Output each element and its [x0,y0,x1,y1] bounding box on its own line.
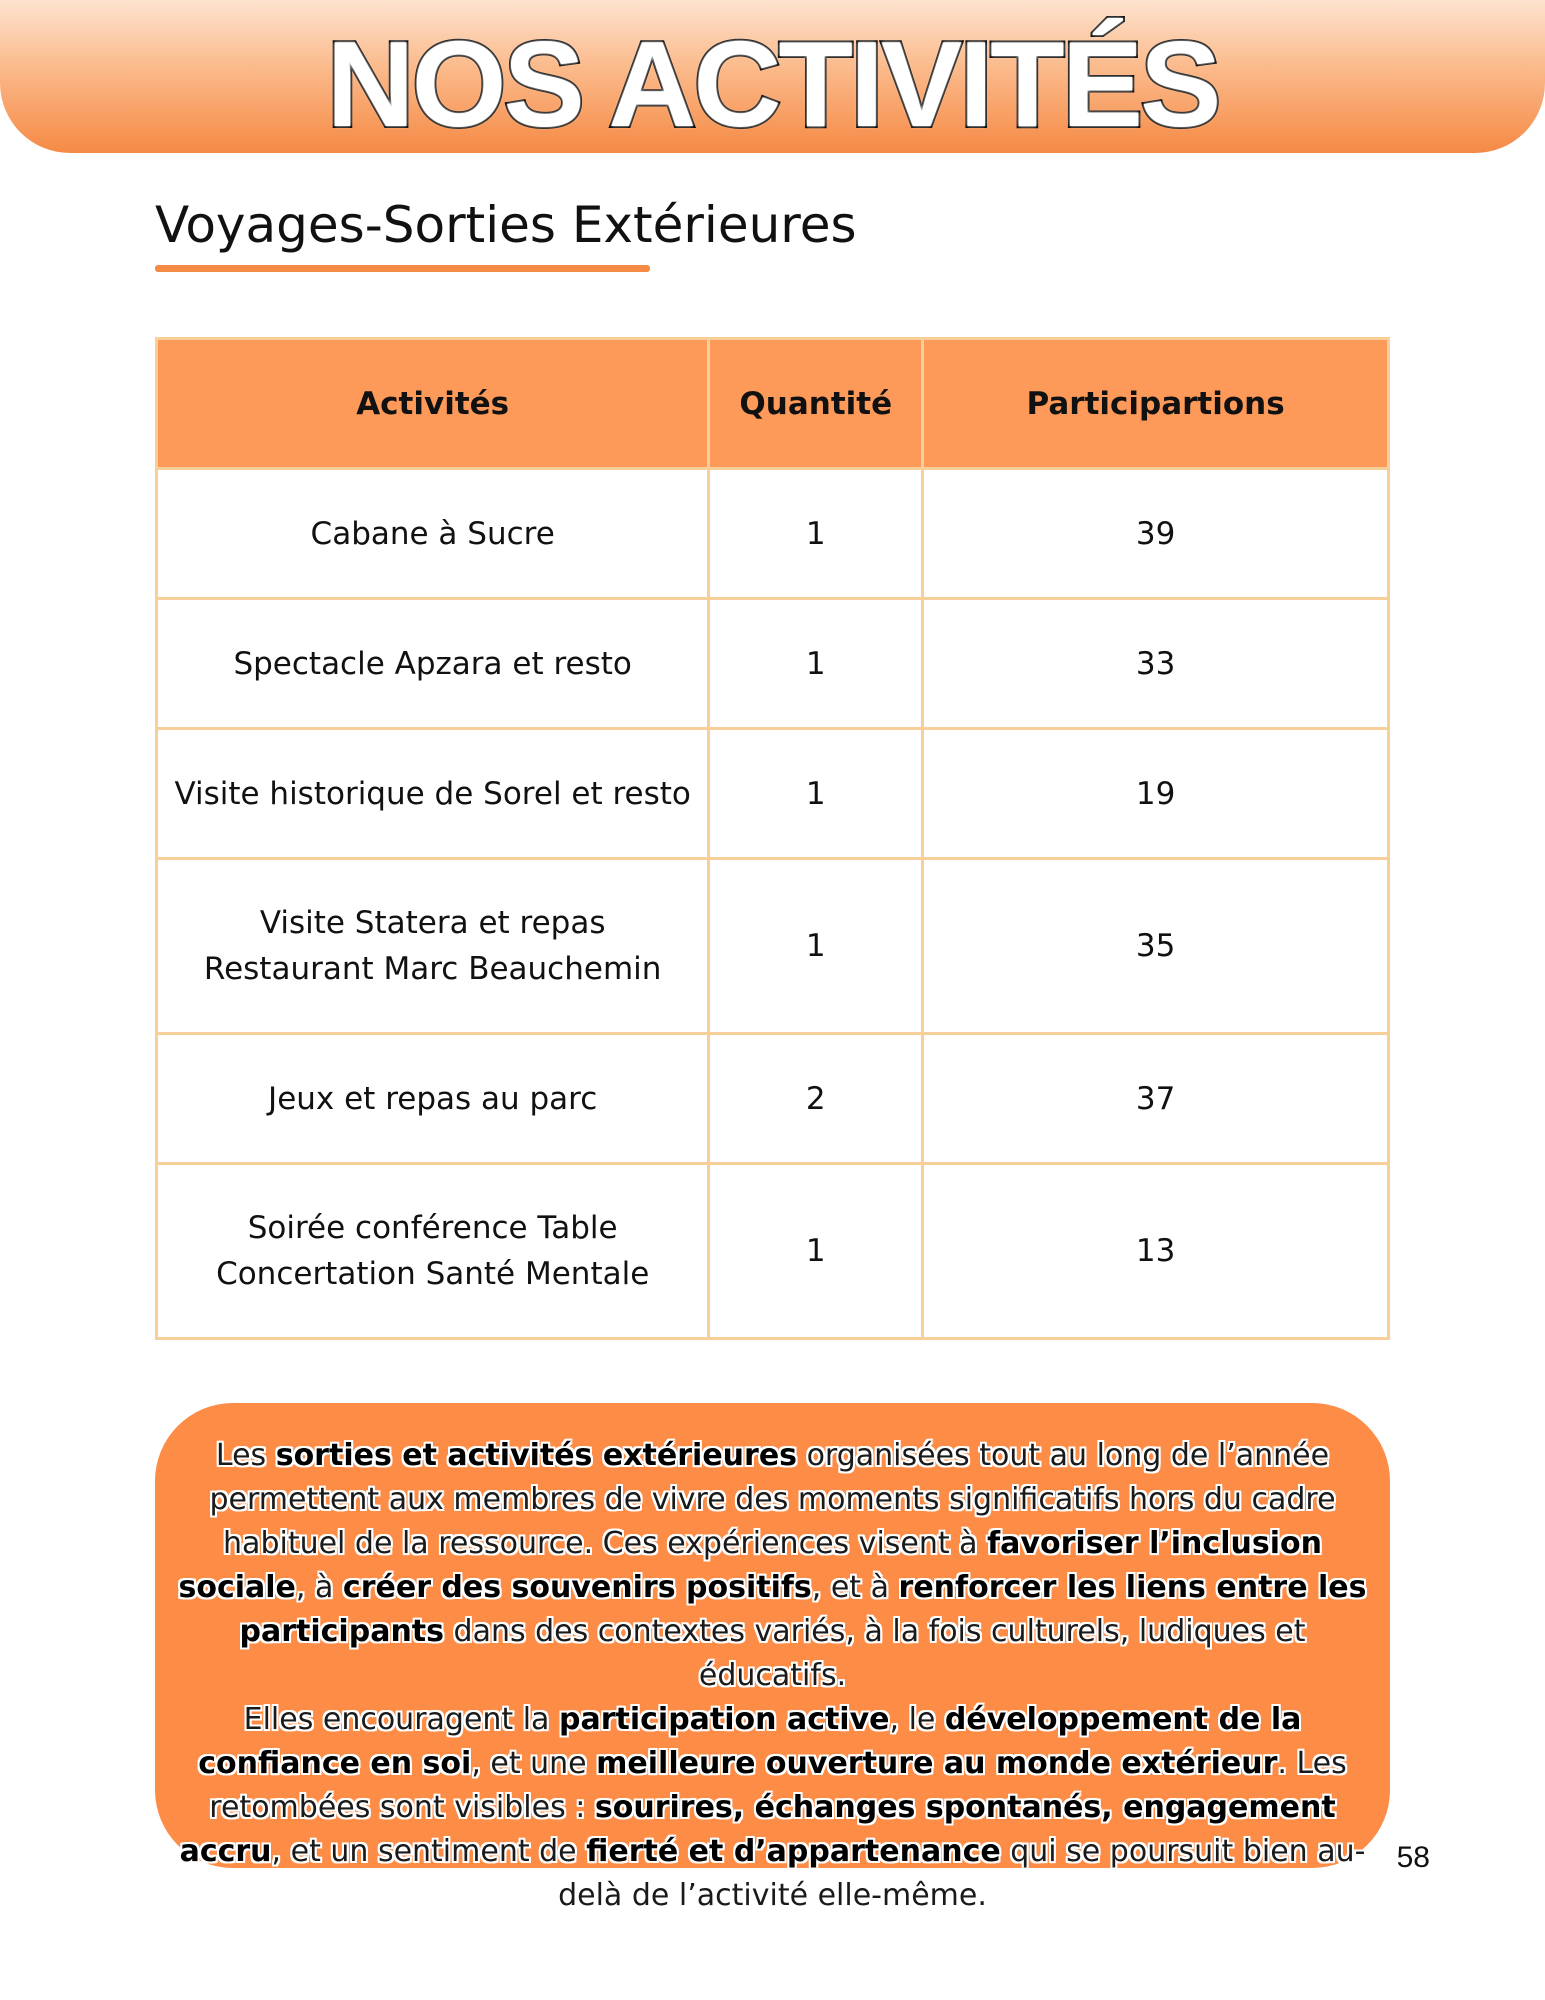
quantity-cell: 1 [709,1164,923,1339]
participations-cell: 39 [923,469,1389,599]
activity-cell: Spectacle Apzara et resto [157,599,709,729]
activity-cell: Jeux et repas au parc [157,1034,709,1164]
info-text-run: Les [215,1438,276,1473]
participations-cell: 19 [923,729,1389,859]
column-header-participations: Participartions [923,339,1389,469]
table-row [157,1164,1389,1339]
activity-cell [157,1164,709,1339]
activities-table [155,337,1390,1340]
participations-cell: 33 [923,599,1389,729]
quantity-cell: 1 [709,469,923,599]
activity-line: Visite Statera et repas [259,905,606,941]
info-text-run: organisées tout au long de l’année permettent aux membres de vivre des moments significatifs hors du cadre habituel de la ressource. Ces expériences visent à [209,1438,1336,1561]
info-highlight: favoriser l’inclusion sociale [178,1526,1322,1605]
info-highlight: sourires, échanges spontanés, engagement accru [179,1790,1336,1869]
info-text-run: , le [889,1702,945,1737]
table-row [157,729,1389,859]
info-text [175,1434,1370,1918]
table-header-row [157,339,1389,469]
info-text-run: Elles encouragent la [243,1702,559,1737]
info-highlight: créer des souvenirs positifs [342,1570,812,1605]
column-header-activities: Activités [157,339,709,469]
column-header-quantity: Quantité [709,339,923,469]
info-text-run: , et un sentiment de [271,1834,587,1869]
info-highlight: fierté et d’appartenance [586,1834,1001,1869]
activity-line: Concertation Santé Mentale [216,1256,650,1292]
info-highlight: développement de la confiance en soi [198,1702,1302,1781]
info-text-run: , et une [471,1746,597,1781]
quantity-cell: 2 [709,1034,923,1164]
section-underline [155,265,650,272]
info-highlight: sorties et activités extérieures [275,1438,798,1473]
header-banner [0,0,1545,153]
table-row [157,599,1389,729]
participations-cell: 13 [923,1164,1389,1339]
info-text-run: . Les retombées sont visibles : [209,1746,1347,1825]
info-highlight: meilleure ouverture au monde extérieur [596,1746,1278,1781]
activity-line: Restaurant Marc Beauchemin [203,951,662,987]
section-title: Voyages-Sorties Extérieures [155,196,857,254]
info-text-run: , et à [811,1570,899,1605]
quantity-cell: 1 [709,859,923,1034]
info-text-run: , à [295,1570,343,1605]
participations-cell: 35 [923,859,1389,1034]
info-text-run: qui se poursuit bien au-delà de l’activité elle-même. [558,1834,1366,1913]
activity-line: Soirée conférence Table [247,1210,618,1246]
quantity-cell: 1 [709,599,923,729]
page-number: 58 [1396,1841,1430,1874]
table-row [157,859,1389,1034]
quantity-cell: 1 [709,729,923,859]
table-row [157,1034,1389,1164]
activity-cell: Cabane à Sucre [157,469,709,599]
page-title: NOS ACTIVITÉS [326,16,1219,152]
participations-cell: 37 [923,1034,1389,1164]
table-row [157,469,1389,599]
info-text-run: dans des contextes variés, à la fois culturels, ludiques et éducatifs. [444,1614,1306,1693]
activity-cell: Visite historique de Sorel et resto [157,729,709,859]
info-highlight: renforcer les liens entre les participants [239,1570,1367,1649]
activity-cell [157,859,709,1034]
info-highlight: participation active [558,1702,890,1737]
